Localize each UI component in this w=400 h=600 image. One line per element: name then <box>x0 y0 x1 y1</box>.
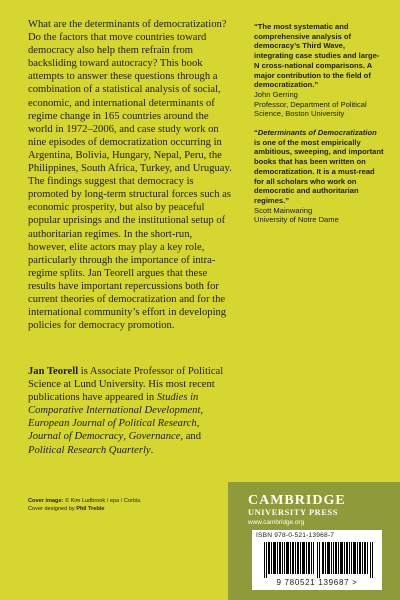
publisher-subname: UNIVERSITY PRESS <box>248 508 339 517</box>
isbn-barcode-box <box>252 530 382 590</box>
publisher-url: www.cambridge.org <box>248 519 305 526</box>
endorsement-gerring <box>254 22 384 119</box>
barcode-digits: 9 780521 139687 > <box>276 578 358 587</box>
barcode-icon <box>264 542 374 578</box>
endorser-affiliation: Professor, Department of Political Science, Boston University <box>254 99 367 119</box>
isbn-label: ISBN 978-0-521-13968-7 <box>256 532 335 539</box>
author-bio: Jan Teorell is Associate Professor of Political Science at Lund University. His most recent publications have appeared in Studies in Comparative International Development, European Journal of Political Research, Journal of Democracy, Governance, and Political Research Quarterly. <box>28 366 224 456</box>
endorser-name: John Gerring <box>254 89 298 99</box>
endorser-affiliation: University of Notre Dame <box>254 215 339 225</box>
endorsement-text: “The most systematic and comprehensive analysis of democracy’s Third Wave, integrating case studies and large-N cross-national comparisons. A major contribution to the field of democratization.” <box>254 22 380 90</box>
endorsement-mainwaring <box>254 128 384 225</box>
cover-image-credit: Cover image: © Kim Ludbrook / epa / Corbis. <box>28 498 142 504</box>
cover-credits <box>28 497 208 513</box>
endorsements <box>254 22 384 234</box>
publisher-name: CAMBRIDGE <box>248 493 346 508</box>
endorser-name: Scott Mainwaring <box>254 205 313 215</box>
publisher-logo <box>248 493 388 527</box>
back-cover-blurb: What are the determinants of democratization? Do the factors that move countries toward democracy also help them refrain from backsliding toward autocracy? This book attempts to answer these questions through a combination of a statistical analysis of social, economic, and international determinants of regime change in 165 countries around the world in 1972–2006, and case study work on nine episodes of democratization occurring in Argentina, Bolivia, Hungary, Nepal, Peru, the Philippines, South Africa, Turkey, and Uruguay. The findings suggest that democracy is promoted by long-term structural forces such as economic prosperity, but also by peaceful popular uprisings and the institutional setup of authoritarian regimes. In the short-run, however, elite actors may play a key role, particularly through the importance of intra-regime splits. Jan Teorell argues that these results have important repercussions both for current theories of democratization and for the international community’s effort in developing policies for democracy promotion. <box>28 19 232 332</box>
author-name: Jan Teorell <box>28 366 79 377</box>
cover-design-credit: Cover designed by Phil Treble <box>28 506 105 512</box>
endorsement-text: “Determinants of Democratization is one of the most empirically ambitious, sweeping, and important books that has been written on democratization. It is a must-read for all scholars who work on democratic and authoritarian regimes.” <box>254 128 384 205</box>
